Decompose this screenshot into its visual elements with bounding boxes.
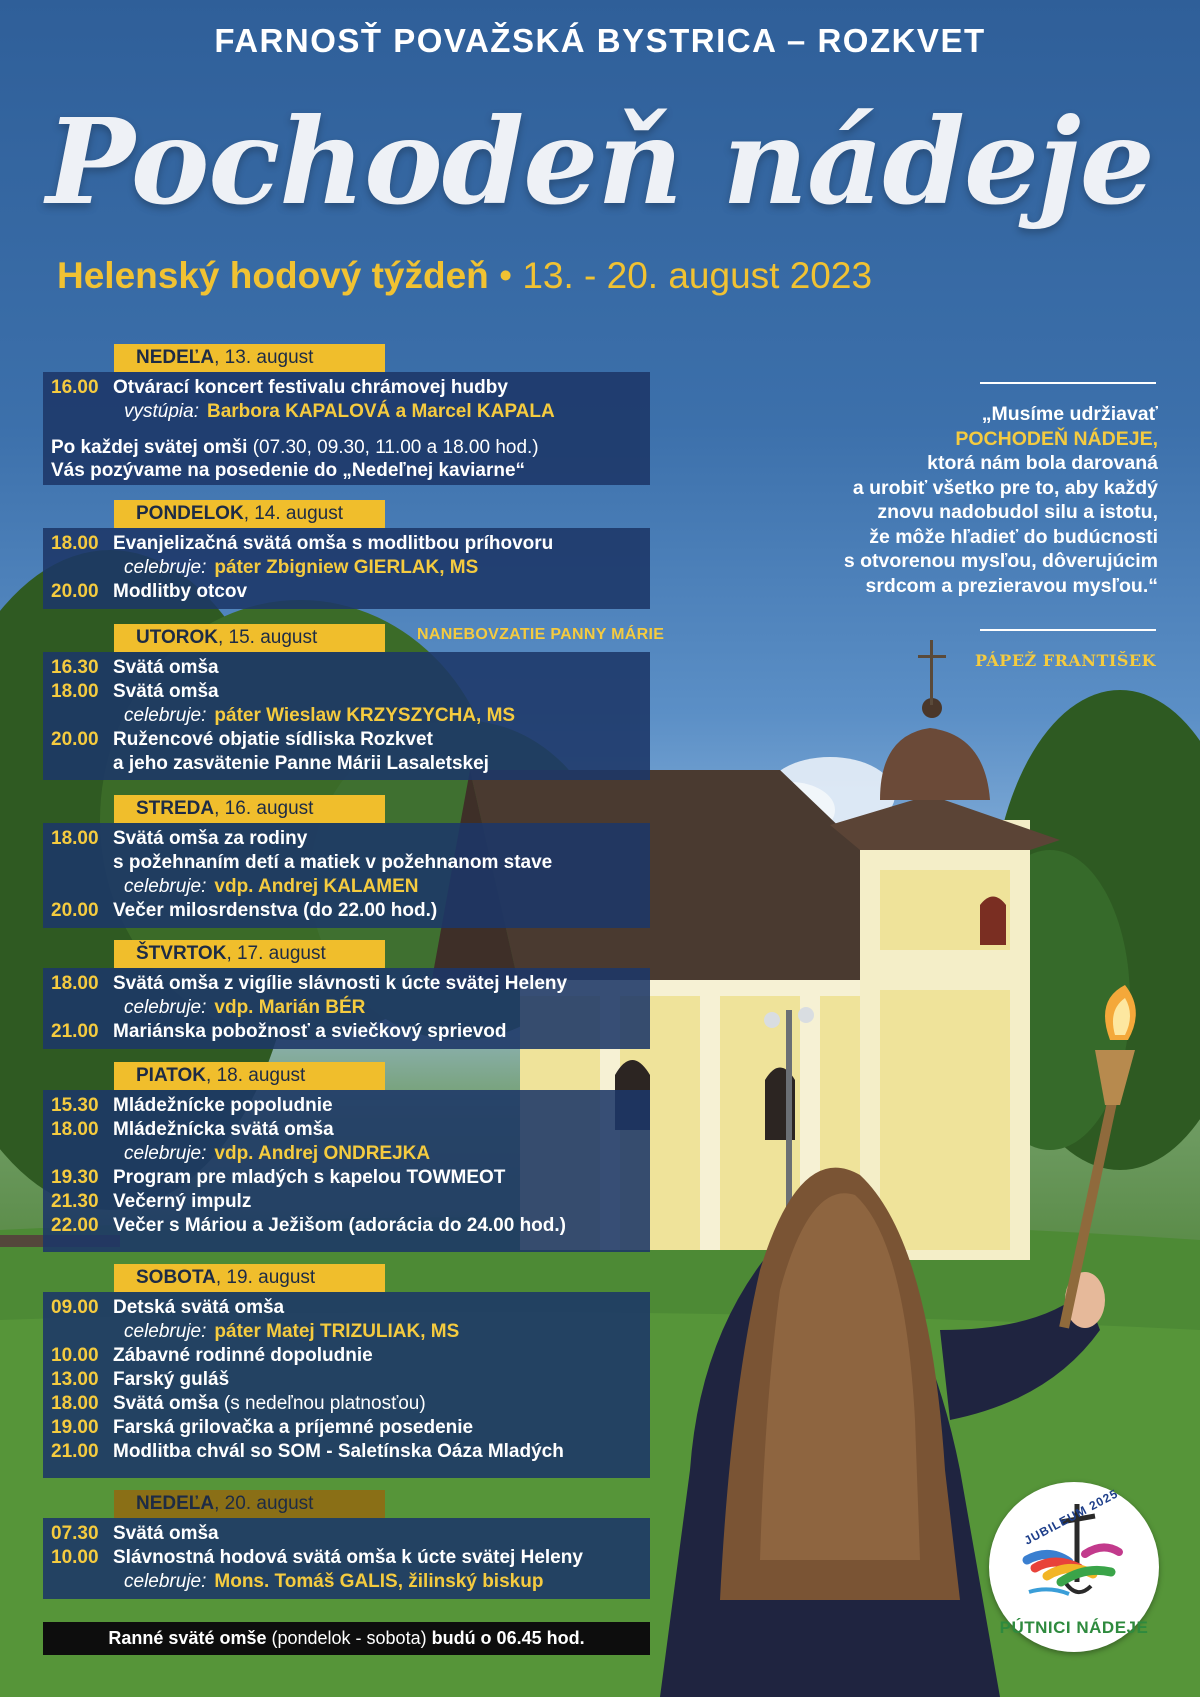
event-time: 18.00 [51,828,99,849]
schedule-block-tuesday-15 [43,652,650,780]
event-time: 21.00 [51,1021,99,1042]
celebrant-name: páter Wieslaw KRZYSZYCHA, MS [214,705,516,726]
event-row [51,1522,642,1546]
event-row [51,1190,642,1214]
event-celebrant [51,704,642,728]
event-row [51,1368,642,1392]
event-title: Detská svätá omša [113,1297,285,1318]
event-title: Svätá omša [113,681,219,702]
event-title: Večer s Máriou a Ježišom (adorácia do 24.00 hod.) [113,1215,567,1236]
schedule-block-saturday-19 [43,1292,650,1478]
event-title: Svätá omša z vigílie slávnosti k úcte svätej Heleny [113,973,568,994]
day-bar-sunday-20 [114,1490,385,1518]
day-bar-sunday-13 [114,344,385,372]
day-bar-wednesday-16 [114,795,385,823]
day-name: STREDA [136,798,215,819]
event-row [51,1296,642,1320]
cafe-note-times: (07.30, 09.30, 11.00 a 18.00 hod.) [247,437,539,458]
celebrant-label: celebruje: [124,876,207,897]
event-title-main: Svätá omša [113,1393,219,1414]
event-title: Modlitba chvál so SOM - Saletínska Oáza Mladých [113,1441,564,1462]
cafe-note-line2: Vás pozývame na posedenie do „Nedeľnej kaviarne“ [51,460,526,481]
event-row [51,1020,642,1044]
event-row [51,1440,642,1464]
event-time: 20.00 [51,900,99,921]
schedule-block-thursday-17 [43,968,650,1049]
celebrant-label: celebruje: [124,1571,207,1592]
celebrant-label: celebruje: [124,1143,207,1164]
event-row [51,1344,642,1368]
event-row [51,1214,642,1238]
event-row [51,1166,642,1190]
event-time: 10.00 [51,1345,99,1366]
event-time: 18.00 [51,1393,99,1414]
event-row [51,972,642,996]
quote-line: ktorá nám bola darovaná [927,452,1158,474]
event-time: 16.30 [51,657,99,678]
event-title: Evanjelizačná svätá omša s modlitbou príhovoru [113,533,554,554]
schedule-block-sunday-13 [43,372,650,485]
morning-mass-note [43,1622,650,1655]
day-name: NEDEĽA [136,347,215,368]
jubilee-2025-logo [989,1482,1159,1652]
event-row [51,899,642,923]
feast-label: NANEBOVZATIE PANNY MÁRIE [417,626,665,643]
event-time: 21.30 [51,1191,99,1212]
quote-line: „Musíme udržiavať [981,403,1158,425]
day-date: , 19. august [215,1267,316,1288]
performers-label: vystúpia: [124,401,199,422]
event-title-line2 [51,851,642,875]
event-title: Mládežnícke popoludnie [113,1095,333,1116]
event-title-cont: a jeho zasvätenie Panne Márii Lasaletskej [113,753,489,774]
event-title: Svätá omša [113,1523,219,1544]
schedule-block-wednesday-16 [43,823,650,928]
logo-top-text: JUBILEUM 2025 [1021,1486,1121,1548]
quote-line: znovu nadobudol silu a istotu, [877,501,1158,523]
celebrant-name: vdp. Marián BÉR [214,997,366,1018]
pope-quote [700,402,1158,598]
event-title: Svätá omša [113,657,219,678]
event-row [51,376,642,400]
event-row [51,728,642,752]
event-time: 21.00 [51,1441,99,1462]
day-date: , 15. august [217,627,318,648]
event-row [51,827,642,851]
event-title [113,1392,426,1416]
event-title: Program pre mladých s kapelou TOWMEOT [113,1167,506,1188]
day-date: , 18. august [206,1065,306,1086]
celebrant-name: vdp. Andrej KALAMEN [214,876,419,897]
event-row [51,1118,642,1142]
schedule-block-friday-18 [43,1090,650,1252]
quote-rule-top [980,382,1156,384]
logo-bottom-text: PÚTNICI NÁDEJE [999,1618,1149,1637]
event-title: Farský guláš [113,1369,230,1390]
event-time: 19.00 [51,1417,99,1438]
event-title: Farská grilovačka a príjemné posedenie [113,1417,474,1438]
event-title: Zábavné rodinné dopoludnie [113,1345,373,1366]
event-row [51,1416,642,1440]
event-time: 18.00 [51,973,99,994]
quote-line: srdcom a prezieravou mysľou.“ [865,574,1158,597]
event-title: Mládežnícka svätá omša [113,1119,334,1140]
event-title-cont: s požehnaním detí a matiek v požehnanom stave [113,852,553,873]
event-title: Ružencové objatie sídliska Rozkvet [113,729,433,750]
quote-line: že môže hľadieť do budúcnosti [869,525,1158,548]
event-celebrant [51,875,642,899]
quote-line: a urobiť všetko pre to, aby každý [852,476,1158,499]
day-date: , 20. august [214,1493,314,1514]
event-celebrant [51,996,642,1020]
day-name: SOBOTA [136,1267,216,1288]
celebrant-name: páter Zbigniew GIERLAK, MS [214,557,479,578]
footer-bold-2: budú o 06.45 hod. [431,1628,585,1648]
footer-bold-1: Ranné sväté omše [108,1628,267,1648]
cafe-note-bold: Po každej svätej omši [51,437,248,458]
day-date: , 17. august [226,943,326,964]
quote-line: s otvorenou mysľou, dôverujúcim [843,550,1158,572]
event-row [51,580,642,604]
event-time: 10.00 [51,1547,99,1568]
celebrant-label: celebruje: [124,1321,207,1342]
celebrant-name: vdp. Andrej ONDREJKA [214,1143,431,1164]
event-celebrant [51,1320,642,1344]
event-title: Modlitby otcov [113,581,248,602]
quote-rule-bottom [980,629,1156,631]
day-date: , 14. august [243,503,343,524]
event-time: 20.00 [51,729,99,750]
day-bar-tuesday-15 [114,624,385,652]
celebrant-name: páter Matej TRIZULIAK, MS [214,1321,460,1342]
event-title: Slávnostná hodová svätá omša k úcte svätej Heleny [113,1547,583,1568]
event-row [51,1094,642,1118]
event-row [51,1546,642,1570]
event-row [51,656,642,680]
footer-light: (pondelok - sobota) [266,1628,432,1648]
celebrant-name: Mons. Tomáš GALIS, žilinský biskup [214,1571,544,1592]
event-row [51,1392,642,1416]
event-time: 16.00 [51,377,99,398]
event-performers [51,400,642,424]
day-name: ŠTVRTOK [136,943,227,964]
event-title: Večer milosrdenstva (do 22.00 hod.) [113,900,438,921]
event-time: 18.00 [51,1119,99,1140]
event-title: Otvárací koncert festivalu chrámovej hudby [113,377,508,398]
schedule-block-sunday-20 [43,1518,650,1599]
cafe-note [51,436,642,459]
subtitle-dates: 13. - 20. august 2023 [522,255,873,296]
quote-author: PÁPEŽ FRANTIŠEK [975,651,1156,670]
event-title-line2 [51,752,642,776]
celebrant-label: celebruje: [124,997,207,1018]
celebrant-label: celebruje: [124,705,207,726]
quote-highlight: POCHODEŇ NÁDEJE, [955,427,1158,450]
day-bar-thursday-17 [114,940,385,968]
event-time: 22.00 [51,1215,99,1236]
event-row [51,680,642,704]
subtitle-separator: • [488,255,523,296]
event-time: 07.30 [51,1523,99,1544]
event-time: 18.00 [51,681,99,702]
day-name: PIATOK [136,1065,207,1086]
performers-names: Barbora KAPALOVÁ a Marcel KAPALA [206,401,555,422]
day-bar-saturday-19 [114,1264,385,1292]
event-title: Večerný impulz [113,1191,252,1212]
event-celebrant [51,556,642,580]
schedule-block-monday-14 [43,528,650,609]
event-row [51,532,642,556]
day-bar-monday-14 [114,500,385,528]
day-name: NEDEĽA [136,1493,215,1514]
day-name: UTOROK [136,627,218,648]
event-celebrant [51,1142,642,1166]
event-title: Svätá omša za rodiny [113,828,308,849]
day-bar-friday-18 [114,1062,385,1090]
day-name: PONDELOK [136,503,244,524]
event-time: 18.00 [51,533,99,554]
event-time: 13.00 [51,1369,99,1390]
day-date: , 16. august [214,798,314,819]
event-time: 09.00 [51,1297,99,1318]
event-time: 15.30 [51,1095,99,1116]
day-date: , 13. august [214,347,314,368]
event-time: 19.30 [51,1167,99,1188]
main-title: Pochodeň nádeje [46,92,1154,231]
celebrant-label: celebruje: [124,557,207,578]
event-title: Mariánska pobožnosť a sviečkový sprievod [113,1021,507,1042]
subtitle-event: Helenský hodový týždeň [57,255,489,296]
parish-name: FARNOSŤ POVAŽSKÁ BYSTRICA – ROZKVET [214,22,986,59]
event-celebrant [51,1570,642,1594]
event-time: 20.00 [51,581,99,602]
subtitle [57,255,872,297]
event-title-note: (s nedeľnou platnosťou) [218,1393,426,1414]
